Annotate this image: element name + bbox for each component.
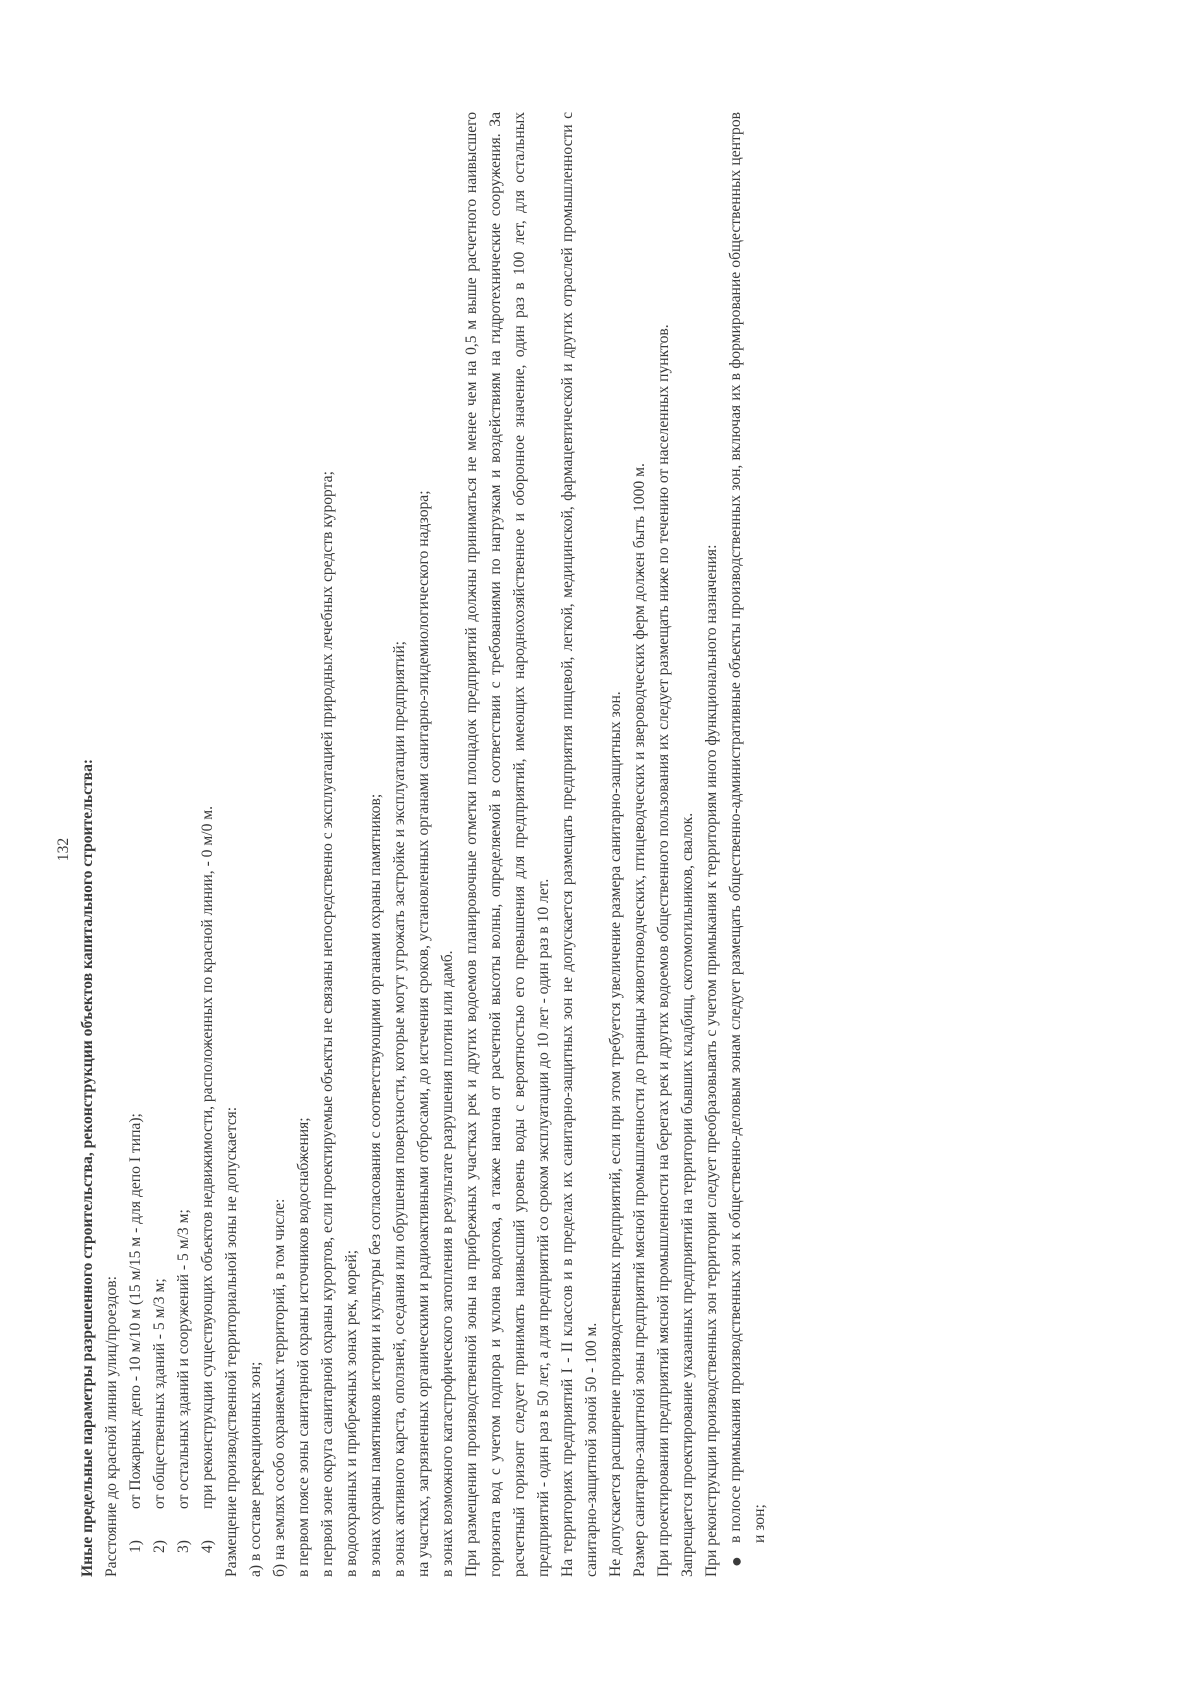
paragraph-class-restrictions: На территориях предприятий I - II классов и в пределах их санитарно-защитных зон не допускается размещать предприятия пищевой, легкой, медицинской, фармацевтической и других отраслей промышленности с санитарно-защитной зоной 50 - 100 м. [559, 112, 600, 1577]
document-body [76, 112, 772, 1577]
section-heading: Иные предельные параметры разрешенного строительства, реконструкции объектов капитального строительства: [79, 758, 96, 1577]
paragraph-prohibition: Запрещается проектирование указанных предприятий на территории бывших кладбищ, скотомогильников, свалок. [679, 812, 696, 1577]
list-text: от остальных зданий и сооружений - 5 м/3 м; [175, 1209, 192, 1509]
bullet-item [724, 112, 772, 1577]
placement-item: в зонах охраны памятников истории и культуры без согласования с соответствующими органами охраны памятников; [367, 793, 384, 1577]
placement-item: в зонах возможного катастрофического затопления в результате разрушения плотин или дамб. [439, 950, 456, 1577]
list-number: 2) [151, 1540, 168, 1553]
placement-item: на участках, загрязненных органическими и радиоактивными отбросами, до истечения сроков, установленных органами санитарно-эпидемиологического надзора; [415, 490, 432, 1577]
list-number: 4) [199, 1540, 216, 1553]
placement-item: б) на землях особо охраняемых территорий, в том числе: [271, 1198, 288, 1577]
bullet-text: в полосе примыкания производственных зон к общественно-деловым зонам следует размещать общественно-административные объекты производственных зон, включая их в формирование общественных центров и зон; [727, 112, 768, 1543]
page-number: 132 [55, 837, 72, 862]
list-text: от Пожарных депо - 10 м/10 м (15 м/15 м - для депо I типа); [127, 1113, 144, 1509]
placement-item: в зонах активного карста, оползней, оседания или обрушения поверхности, которые могут угрожать застройке и эксплуатации предприятий; [391, 640, 408, 1577]
list-item [196, 112, 220, 1577]
paragraph-flood-levels: При размещении производственной зоны на прибрежных участках рек и других водоемов планировочные отметки площадок предприятий должны приниматься не менее чем на 0,5 м выше расчетного наивысшего горизонта вод с учетом подпора и уклона водотока, а также нагона от расчетной высоты волны, определяемой в соответствии с требованиями по нагрузкам и воздействиям на гидротехнические сооружения. За расчетный горизонт следует принимать наивысший уровень воды с вероятностью его превышения для предприятий, имеющих народнохозяйственное и оборонное значение, один раз в 100 лет, для остальных предприятий - один раз в 50 лет, а для предприятий со сроком эксплуатации до 10 лет - один раз в 10 лет. [463, 112, 552, 1577]
paragraph-meat-zone-size: Размер санитарно-защитной зоны предприятий мясной промышленности до границы животноводческих, птицеводческих и звероводческих ферм должен быть 1000 м. [631, 463, 648, 1577]
paragraph-meat-riverbank: При проектировании предприятий мясной промышленности на берегах рек и других водоемов общественного пользования их следует размещать ниже по течению от населенных пунктов. [655, 324, 672, 1577]
list-number: 1) [127, 1540, 144, 1553]
placement-item: а) в составе рекреационных зон; [247, 1361, 264, 1577]
list-item [148, 112, 172, 1577]
list-number: 3) [175, 1540, 192, 1553]
list-item [124, 112, 148, 1577]
bullet-dot-icon: ● [726, 1556, 746, 1567]
paragraph-reconstruction: При реконструкции производственных зон территории следует преобразовывать с учетом примыкания к территориям иного функционального назначения: [703, 544, 720, 1577]
list-text: от общественных зданий - 5 м/3 м; [151, 1278, 168, 1509]
placement-item: в водоохранных и прибрежных зонах рек, морей; [343, 1249, 360, 1577]
placement-item: в первом поясе зоны санитарной охраны источников водоснабжения; [295, 1117, 312, 1577]
list-text: при реконструкции существующих объектов недвижимости, расположенных по красной линии, - 0 м/0 м. [199, 805, 216, 1509]
paragraph-expansion: Не допускается расширение производственных предприятий, если при этом требуется увеличение размера санитарно-защитных зон. [607, 691, 624, 1577]
distance-intro: Расстояние до красной линии улиц/проездов: [103, 1276, 120, 1577]
list-item [172, 112, 196, 1577]
placement-intro: Размещение производственной территориальной зоны не допускается: [223, 1106, 240, 1577]
distance-list [124, 112, 220, 1577]
placement-item: в первой зоне округа санитарной охраны курортов, если проектируемые объекты не связаны непосредственно с эксплуатацией природных лечебных средств курорта; [319, 471, 336, 1577]
